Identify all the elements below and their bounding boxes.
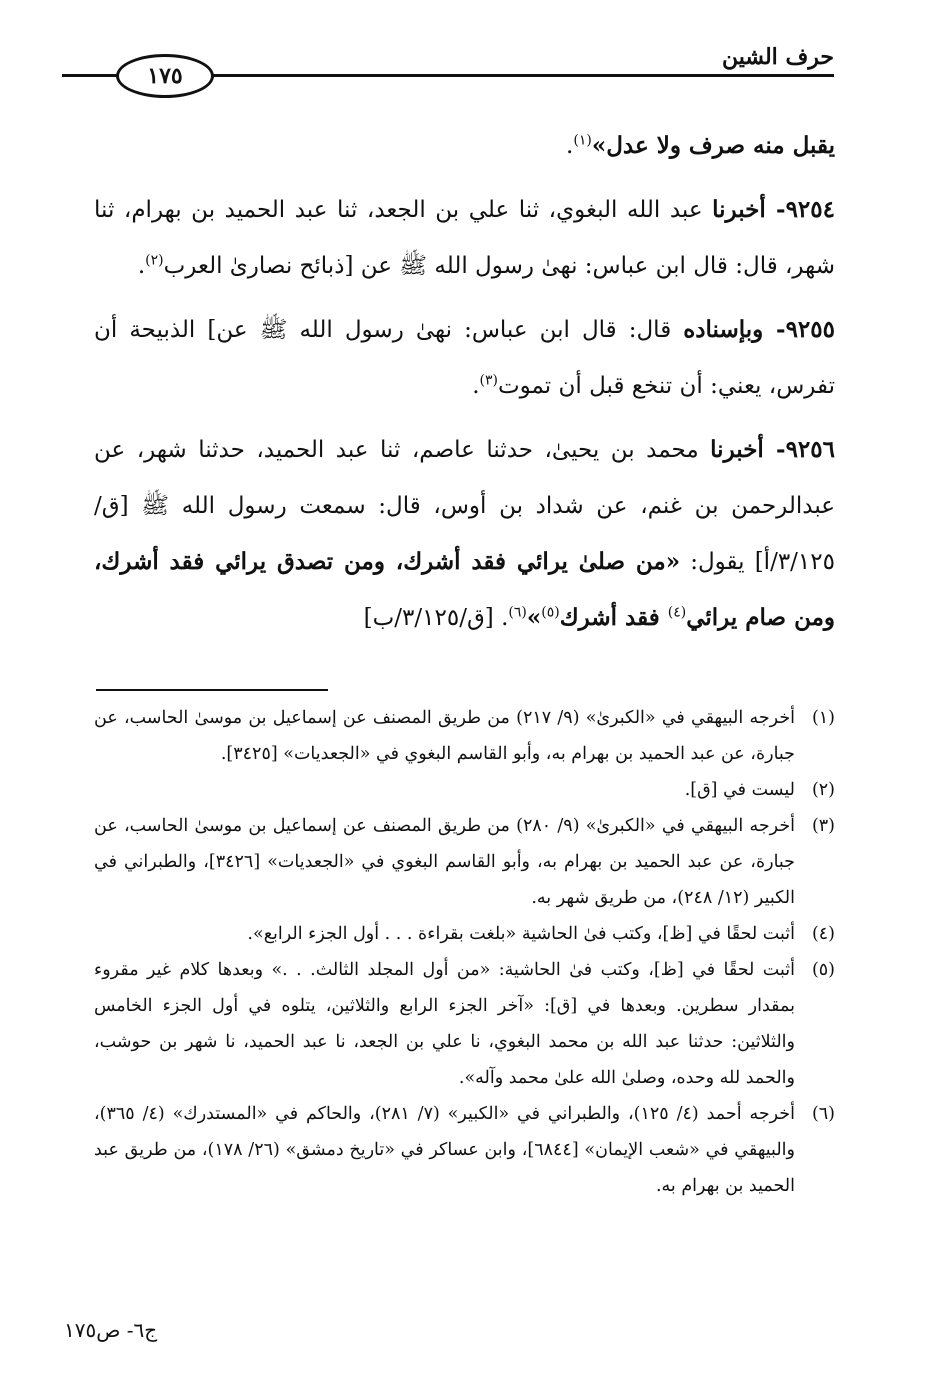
footnote-text: أخرجه البيهقي في «الكبرىٰ» (٩/ ٢٨٠) من طريق المصنف عن إسماعيل بن موسىٰ الحاسب، عن جبارة، عن عبد الحميد بن بهرام به، وأبو القاسم البغوي في «الجعديات» [٣٤٢٦]، والطبراني في الكبير (١٢/ ٢٤٨)، من طريق شهر به. [94, 816, 795, 908]
footnote-text: أخرجه البيهقي في «الكبرىٰ» (٩/ ٢١٧) من طريق المصنف عن إسماعيل بن موسىٰ الحاسب، عن جبارة، عن عبد الحميد بن بهرام به، وأبو القاسم البغوي في «الجعديات» [٣٤٢٥]. [94, 708, 795, 764]
footnotes [94, 700, 835, 1204]
footnote-marker: (٤) [667, 604, 687, 621]
hadith-9254 [94, 182, 835, 294]
hadith-text: يقبل منه صرف ولا عدل» [591, 132, 835, 159]
footnote-marker: (٣) [479, 372, 498, 389]
hadith-number: ٩٢٥٦- [763, 436, 835, 463]
hadith-9256 [94, 422, 835, 646]
footnote-marker: (٦) [508, 604, 527, 621]
hadith-matn: فقد أشرك [559, 604, 668, 631]
isnad-text: محمد بن يحيىٰ، حدثنا عاصم، ثنا عبد الحميد، حدثنا شهر، عن عبدالرحمن بن غنم، عن شداد بن أوس، قال: سمعت رسول الله ﷺ [ق/٣/١٢٥/أ] يقول: [94, 437, 835, 575]
hadith-matn: » [526, 604, 542, 631]
footnote-number: (٣) [811, 816, 835, 836]
footnote-number: (٤) [811, 924, 835, 944]
footnote-item [94, 772, 835, 808]
punctuation: . [566, 133, 574, 159]
footnote-item [94, 916, 835, 952]
hadith-9255 [94, 302, 835, 414]
footnote-item [94, 700, 835, 772]
volume-page-reference: ج٦- ص١٧٥ [64, 1318, 158, 1342]
footnote-number: (٢) [811, 780, 835, 800]
footnote-separator [96, 689, 328, 691]
isnad-text: قال: قال ابن عباس: نهىٰ رسول الله ﷺ عن] الذبيحة أن تفرس، يعني: أن تنخع قبل أن تموت [94, 317, 835, 399]
hadith-matn: «من صلىٰ يرائي فقد أشرك، ومن تصدق يرائي فقد أشرك، ومن صام يرائي [94, 548, 835, 631]
footnote-item [94, 1096, 835, 1204]
footnote-item [94, 952, 835, 1096]
footnote-number: (٦) [811, 1104, 835, 1124]
footnote-number: (١) [811, 708, 835, 728]
page-header [62, 40, 834, 100]
footnote-item [94, 808, 835, 916]
footnote-marker: (٥) [541, 604, 560, 621]
manuscript-ref: . [ق/٣/١٢٥/ب] [363, 605, 509, 631]
page-number-badge: ١٧٥ [116, 54, 214, 98]
narration-lead: وبإسناده [683, 316, 764, 343]
footnote-text: أثبت لحقًا في [ظ]، وكتب فىٰ الحاشية «بلغت بقراءة . . . أول الجزء الرابع». [247, 924, 795, 944]
punctuation: . [472, 373, 480, 399]
paragraph-continuation [94, 118, 835, 174]
main-text [94, 118, 835, 646]
isnad-text: عبد الله البغوي، ثنا علي بن الجعد، ثنا عبد الحميد بن بهرام، ثنا شهر، قال: قال ابن عباس: نهىٰ رسول الله ﷺ عن [ذبائح نصارىٰ العرب [94, 197, 835, 279]
footnote-number: (٥) [811, 960, 835, 980]
footnote-marker: (١) [573, 132, 592, 149]
narration-lead: أخبرنا [712, 196, 766, 223]
chapter-title: حرف الشين [714, 44, 834, 70]
hadith-number: ٩٢٥٥- [763, 316, 835, 343]
narration-lead: أخبرنا [710, 436, 764, 463]
footnote-text: أثبت لحقًا في [ظ]، وكتب فىٰ الحاشية: «من أول المجلد الثالث. . .» وبعدها كلام غير مقروء بمقدار سطرين. وبعدها في [ق]: «آخر الجزء الرابع والثلاثين، يتلوه في أول الجزء الخامس والثلاثين: حدثنا عبد الله بن محمد البغوي، نا علي بن الجعد، نا عبد الحميد، نا شهر بن حوشب، والحمد لله وحده، وصلىٰ الله علىٰ محمد وآله». [94, 960, 795, 1088]
footnote-text: أخرجه أحمد (٤/ ١٢٥)، والطبراني في «الكبير» (٧/ ٢٨١)، والحاكم في «المستدرك» (٤/ ٣٦٥)، والبيهقي في «شعب الإيمان» [٦٨٤٤]، وابن عساكر في «تاريخ دمشق» (٢٦/ ١٧٨)، من طريق عبد الحميد بن بهرام به. [94, 1104, 795, 1196]
footnote-marker: (٢) [145, 252, 164, 269]
punctuation: . [137, 253, 146, 279]
hadith-number: ٩٢٥٤- [765, 196, 835, 223]
footnote-text: ليست في [ق]. [684, 780, 795, 800]
